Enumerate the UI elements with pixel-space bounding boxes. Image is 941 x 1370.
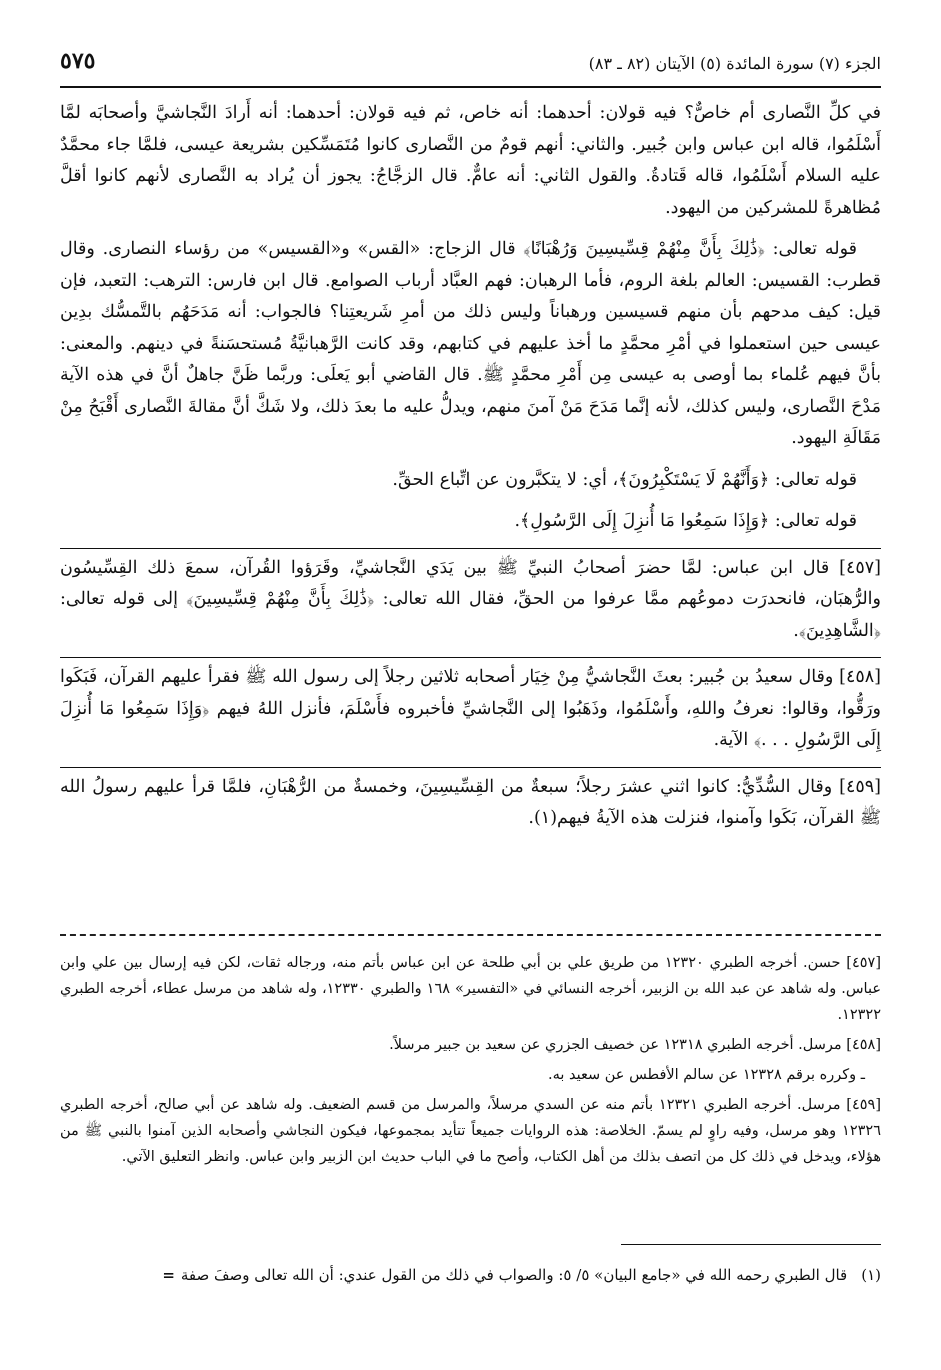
commentary-paragraph: قوله تعالى: ﴿وَإِذَا سَمِعُوا مَا أُنزِلَ إِلَى الرَّسُولِ﴾. xyxy=(514,511,857,531)
footnote: [٤٥٨] مرسل. أخرجه الطبري ١٢٣١٨ عن خصيف الجزري عن سعيد بن جبير مرسلاً. xyxy=(389,1037,881,1053)
footnote: ـ وكرره برقم ١٢٣٢٨ عن سالم الأفطس عن سعيد به. xyxy=(548,1067,865,1083)
page-note-continuation: = xyxy=(162,1266,175,1284)
hadith-paragraph: [٤٥٧] قال ابن عباس: لمَّا حضرَ أصحابُ النبيِّ ﷺ بين يَدَي النَّجاشيِّ، وقَرَؤوا القُرآن، سمعَ ذلك القِسِّيسُون والرُّهبَان، فانحدرَت دموعُهم ممَّا عرفوا من الحقِّ، فقال الله تعالى: ﴿ذَٰلِكَ بِأَنَّ مِنْهُمْ قِسِّيسِينَ﴾ إلى قوله تعالى: ﴿الشَّاهِدِينَ﴾. xyxy=(60,548,881,648)
commentary-paragraph: قوله تعالى: ﴿وَأَنَّهُمْ لَا يَسْتَكْبِرُونَ﴾، أي: لا يتكبَّرون عن اتِّباع الحقِّ. xyxy=(392,469,857,490)
page-note-text: قال الطبري رحمه الله في «جامع البيان» ٥/ ٥: والصواب في ذلك من القول عندي: أن الله تعالى وصفَ صفة xyxy=(180,1266,848,1284)
commentary-paragraph: في كلِّ النَّصارى أم خاصٌّ؟ فيه قولان: أحدهما: أنه خاص، ثم فيه قولان: أحدهما: أنه أَرادَ النَّجاشيَّ وأصحابَه لمَّا أَسْلَمُوا، قاله ابن عباس وابن جُبير. والثاني: أنهم قومٌ من النَّصارى كانوا مُتَمَسِّكين بشريعة عيسى، فلمَّا جاء محمَّدٌ عليه السلام أَسْلَمُوا، قاله قَتادةُ. والقول الثاني: أنه عامٌّ. قال الزجَّاجُ: يجوز أن يُراد به النَّصارى لأنهم كانوا أقلَّ مُظاهرةً للمشركين من اليهود. xyxy=(60,103,881,218)
main-text xyxy=(60,98,881,845)
page-number: ٥٧٥ xyxy=(60,48,96,74)
footnote: [٤٥٧] حسن. أخرجه الطبري ١٢٣٢٠ من طريق علي بن أبي طلحة عن ابن عباس بأتم منه، ورجاله ثقات، لكن فيه إرسال بين علي وابن عباس. وله شاهد عن عبد الله بن الزبير، أخرجه النسائي في «التفسير» ١٦٨ والطبري ١٢٣٣٠، وله شاهد من مرسل عطاء، أخرجه الطبري ١٢٣٢٢. xyxy=(60,955,881,1023)
page-note-separator xyxy=(621,1244,881,1245)
hadith-paragraph: [٤٥٩] وقال السُّدِّيُّ: كانوا اثني عشرَ رجلاً؛ سبعةٌ من القِسِّيسِينَ، وخمسةٌ من الرُّهْبَانِ، فلمَّا قرأ عليهم رسولُ الله ﷺ القرآن، بَكَوا وآمنوا، فنزلت هذه الآيةُ فيهم(١). xyxy=(60,767,881,835)
running-title: الجزء (٧) سورة المائدة (٥) الآيتان (٨٢ ـ ٨٣) xyxy=(588,54,881,73)
hadith-paragraph: [٤٥٨] وقال سعيدُ بن جُبير: بعثَ النَّجاشيُّ مِنْ خِيَار أصحابه ثلاثين رجلاً إلى رسول الله ﷺ فقرأ عليهم القرآن، فَبَكَوا ورَقُّوا، وقالوا: نعرفُ واللهِ، وأَسْلَمُوا، وذَهَبُوا إلى النَّجاشيِّ فأخبروه فأَسْلَمَ، فأنزل اللهُ فيهم ﴿وَإِذَا سَمِعُوا مَا أُنزِلَ إِلَى الرَّسُولِ . . .﴾ الآية. xyxy=(60,657,881,757)
running-header xyxy=(60,40,881,88)
page-note-marker: (١) xyxy=(861,1266,881,1284)
footnote-separator xyxy=(60,934,881,936)
page-note xyxy=(40,1262,881,1288)
footnote: [٤٥٩] مرسل. أخرجه الطبري ١٢٣٢١ بأتم منه عن السدي مرسلاً، والمرسل من قسم الضعيف. وله شاهد عن أبي صالح، أخرجه الطبري ١٢٣٢٦ وهو مرسل، وفيه راوٍ لم يسمّ. الخلاصة: هذه الروايات جميعاً تتأيد بمجموعها، فيكون النجاشي وأصحابه الذين آمنوا بالنبي ﷺ من هؤلاء، ويدخل في ذلك كل من اتصف بذلك من أهل الكتاب، وأصح ما في الباب حديث ابن الزبير وابن عباس. وانظر التعليق الآتي. xyxy=(60,1097,881,1165)
commentary-paragraph: قوله تعالى: ﴿ذَٰلِكَ بِأَنَّ مِنْهُمْ قِسِّيسِينَ وَرُهْبَانًا﴾ قال الزجاج: «القس» و«القسيس» من رؤساء النصارى. وقال قطرب: القسيس: العالم بلغة الروم، فأما الرهبان: فهم العبَّاد أرباب الصوامع. قال ابن فارس: الترهب: التعبد، فإن قيل: كيف مدحهم بأن منهم قسيسين ورهباناً وليس ذلك من أمرِ شَريعتِنا؟ فالجواب: أنه مَدَحَهُم بالتَّمسُّك بدِين عيسى حين استعملوا في أمْرِ محمَّدٍ ما أخذ عليهم في كتابهم، وقد كانت الرَّهبانيَّةُ مُستحسَنةً في دينهم. والمعنى: بأنَّ فيهم عُلماء بما أوصى به عيسى مِن أَمْرِ محمَّدٍ ﷺ. قال القاضي أبو يَعلَى: وربَّما ظَنَّ جاهلٌ أنَّ في هذه الآية مَدْحَ النَّصارى، وليس كذلك، لأنه إنَّما مَدَحَ مَنْ آمنَ منهم، ويدلُّ عليه ما بعدَ ذلك، ولا شَكَّ أنَّ مقالةَ النَّصارى أَقْبَحُ مِنْ مَقَالَةِ اليهود. xyxy=(60,239,881,448)
hadith-footnotes xyxy=(60,950,881,1174)
